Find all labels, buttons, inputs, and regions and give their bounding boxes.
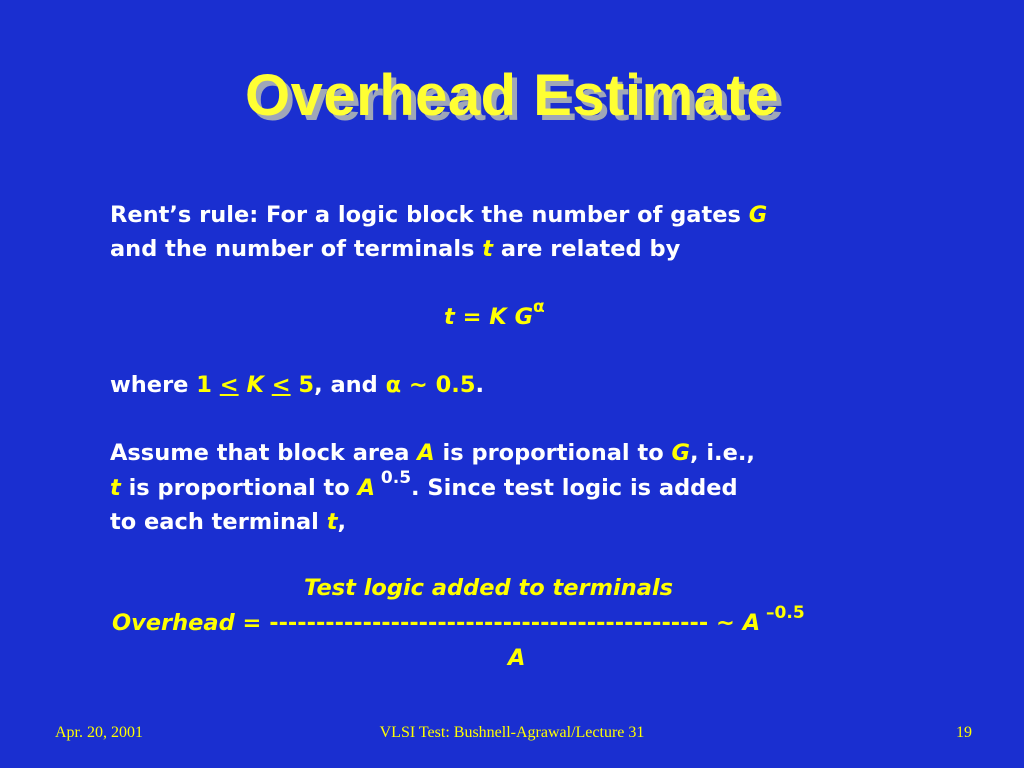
where-line (110, 372, 484, 398)
where-period: . (475, 372, 485, 398)
formula-t: t (444, 304, 455, 330)
overhead-A: A (742, 610, 761, 636)
where-and: , and (314, 372, 386, 398)
assume-2-exponent: 0.5 (375, 468, 412, 488)
rent-line-1-text: Rent’s rule: For a logic block the number of gates (110, 202, 749, 228)
assume-2-A: A (357, 475, 375, 501)
formula-KG: K G (489, 304, 534, 330)
assume-2-t: t (110, 475, 121, 501)
slide-number: 19 (956, 724, 972, 741)
where-K: K (238, 372, 272, 398)
rent-line-2 (110, 236, 680, 262)
assume-line-1 (110, 440, 755, 466)
footer-date: Apr. 20, 2001 (55, 724, 143, 741)
assume-3-b: , (337, 509, 347, 535)
formula-alpha: α (533, 297, 545, 317)
overhead-label: Overhead (112, 610, 235, 636)
assume-1-c: , i.e., (689, 440, 755, 466)
rent-line-2-text: and the number of terminals (110, 236, 483, 262)
overhead-equals: = (234, 610, 270, 636)
assume-1-a: Assume that block area (110, 440, 418, 466)
overhead-equation (112, 603, 805, 636)
var-t: t (482, 236, 494, 262)
assume-2-a: is proportional to (120, 475, 358, 501)
overhead-denominator: A (508, 645, 526, 671)
where-1: 1 (196, 372, 220, 398)
assume-line-2 (110, 468, 738, 501)
formula-equals: = (454, 304, 490, 330)
where-le-2: < (271, 372, 291, 398)
assume-1-b: is proportional to (434, 440, 672, 466)
rent-formula (444, 297, 545, 330)
where-alpha: α (385, 372, 402, 398)
where-text: where (110, 372, 197, 398)
footer-course: VLSI Test: Bushnell-Agrawal/Lecture 31 (379, 724, 645, 741)
where-le-1: < (219, 372, 239, 398)
assume-2-b: . Since test logic is added (411, 475, 738, 501)
where-5: 5 (290, 372, 315, 398)
assume-line-3 (110, 509, 346, 535)
assume-3-t: t (326, 509, 338, 535)
assume-1-A: A (417, 440, 435, 466)
overhead-fraction-bar: ----------------------------------------------- (269, 610, 709, 636)
slide-title: Overhead Estimate (245, 63, 779, 128)
rent-line-1 (110, 202, 767, 228)
overhead-approx: ~ (708, 610, 743, 636)
overhead-exponent: –0.5 (760, 603, 805, 623)
var-G: G (748, 202, 768, 228)
assume-3-a: to each terminal (110, 509, 327, 535)
rent-line-2-text-end: are related by (493, 236, 681, 262)
assume-1-G: G (671, 440, 690, 466)
where-approx: ~ 0.5 (401, 372, 476, 398)
overhead-numerator: Test logic added to terminals (304, 575, 674, 601)
